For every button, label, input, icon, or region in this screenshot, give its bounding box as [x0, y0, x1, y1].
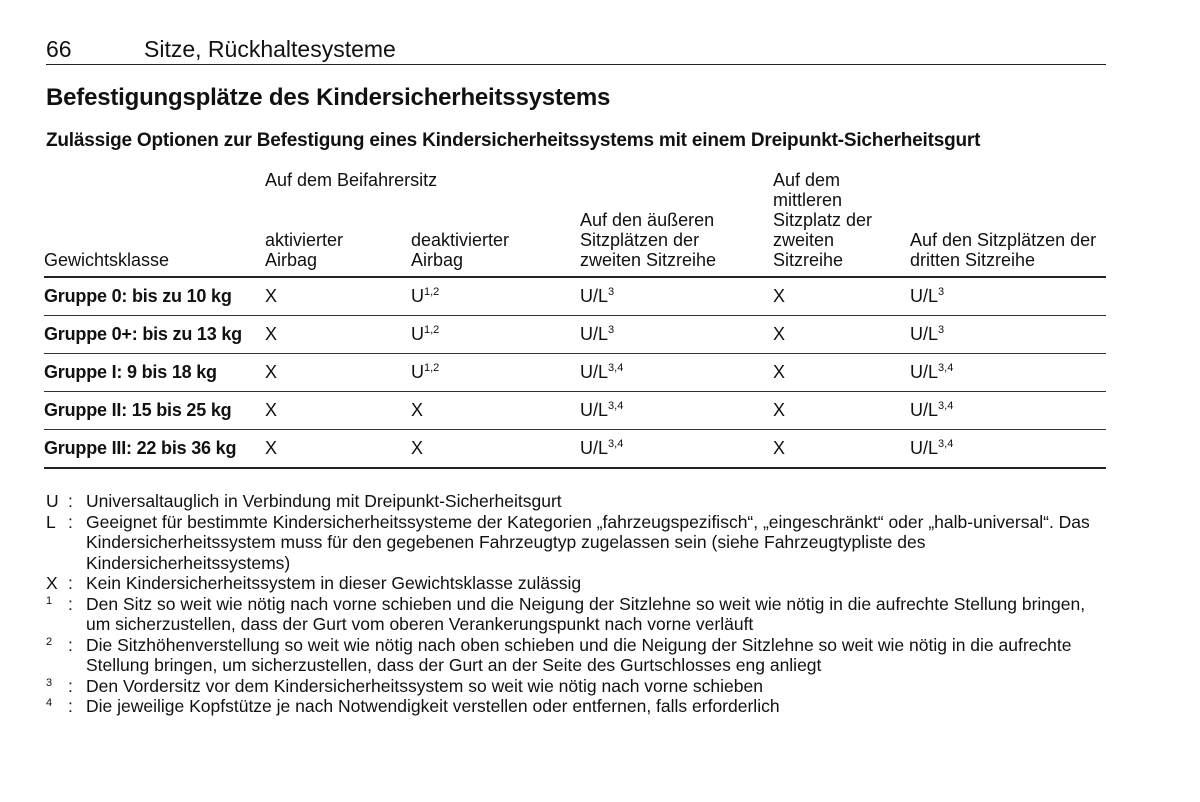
table-cell	[773, 392, 910, 430]
cell-value: X	[411, 438, 424, 458]
legend-separator: :	[68, 573, 73, 593]
table-cell	[910, 392, 1106, 430]
cell-value: X	[411, 400, 424, 420]
cell-value: X	[265, 400, 278, 420]
col-weight-class: Gewichtsklasse	[44, 170, 265, 277]
table-cell	[773, 277, 910, 316]
table-cell	[580, 354, 773, 392]
table-cell	[580, 316, 773, 354]
legend-key: L	[46, 511, 56, 532]
cell-value: U	[411, 324, 424, 344]
legend-key: 4	[46, 697, 53, 709]
legend-key: X	[46, 573, 58, 593]
table-row	[44, 354, 1106, 392]
cell-value: X	[773, 286, 786, 306]
cell-value: X	[265, 438, 278, 458]
table-cell	[411, 316, 580, 354]
legend-item	[46, 512, 1106, 574]
cell-value: U/L	[910, 400, 939, 420]
table-cell	[773, 354, 910, 392]
weight-class-label: Gruppe III: 22 bis 36 kg	[44, 430, 265, 469]
legend	[46, 491, 1106, 717]
cell-value: X	[773, 324, 786, 344]
legend-key: U	[46, 491, 59, 511]
legend-text: Den Vordersitz vor dem Kindersicherheitssystem so weit wie nötig nach vorne schieben	[86, 675, 763, 696]
cell-footnote-ref: 3,4	[938, 438, 954, 450]
legend-key: 1	[46, 594, 53, 607]
cell-value: U	[411, 362, 424, 382]
cell-footnote-ref: 1,2	[424, 286, 440, 298]
table-cell	[580, 430, 773, 469]
table-row	[44, 430, 1106, 469]
table-cell	[580, 392, 773, 430]
cell-footnote-ref: 3	[608, 324, 615, 336]
cell-footnote-ref: 3,4	[608, 400, 624, 412]
table-cell	[910, 316, 1106, 354]
cell-value: U	[411, 286, 424, 306]
table-row	[44, 277, 1106, 316]
legend-text: Universaltauglich in Verbindung mit Dreipunkt-Sicherheitsgurt	[86, 491, 562, 511]
cell-footnote-ref: 3	[608, 286, 615, 298]
cell-value: U/L	[580, 438, 609, 458]
legend-item	[46, 594, 1106, 635]
cell-value: U/L	[910, 438, 939, 458]
legend-text: Geeignet für bestimmte Kindersicherheitssysteme der Kategorien „fahrzeugspezifisch“, „eingeschränkt“ oder „halb-universal“. Das Kindersicherheitssystem muss für den gegebenen Fahrzeugtyp zugelassen sein (siehe Fahrzeugtypliste des Kindersicherheitssystems)	[86, 511, 1090, 573]
legend-key: 2	[46, 635, 53, 648]
legend-separator: :	[68, 675, 73, 696]
legend-text: Die Sitzhöhenverstellung so weit wie nötig nach oben schieben und die Neigung der Sitzlehne so weit wie nötig in die aufrechte Stellung bringen, um sicherzustellen, dass der Gurt an der Seite des Gurtschlosses eng anliegt	[86, 634, 1072, 675]
cell-footnote-ref: 3,4	[938, 400, 954, 412]
table-row	[44, 392, 1106, 430]
cell-value: U/L	[910, 324, 939, 344]
cell-value: X	[265, 286, 278, 306]
cell-value: X	[773, 362, 786, 382]
legend-separator: :	[68, 491, 73, 511]
legend-item	[46, 696, 1106, 717]
col-group-passenger-seat: Auf dem Beifahrersitz	[265, 170, 438, 190]
weight-class-label: Gruppe 0: bis zu 10 kg	[44, 277, 265, 316]
col-outer-seats-second-row: Auf den äußeren Sitzplätzen der zweiten Sitzreihe	[580, 170, 773, 277]
legend-item	[46, 676, 1106, 697]
legend-item	[46, 491, 1106, 512]
table-cell	[773, 430, 910, 469]
page-header	[46, 32, 1106, 65]
weight-class-label: Gruppe 0+: bis zu 13 kg	[44, 316, 265, 354]
cell-footnote-ref: 3	[938, 286, 945, 298]
legend-text: Kein Kindersicherheitssystem in dieser Gewichtsklasse zulässig	[86, 573, 582, 593]
cell-value: X	[773, 400, 786, 420]
table-cell	[265, 354, 411, 392]
legend-item	[46, 635, 1106, 676]
legend-separator: :	[68, 593, 73, 614]
cell-footnote-ref: 3	[938, 324, 945, 336]
col-airbag-active: aktivierter Airbag	[265, 196, 411, 277]
weight-class-label: Gruppe II: 15 bis 25 kg	[44, 392, 265, 430]
weight-class-label: Gruppe I: 9 bis 18 kg	[44, 354, 265, 392]
table-cell	[265, 430, 411, 469]
table-cell	[773, 316, 910, 354]
table-cell	[265, 277, 411, 316]
page-number: 66	[46, 36, 72, 62]
cell-footnote-ref: 1,2	[424, 324, 440, 336]
table-cell	[411, 277, 580, 316]
cell-value: U/L	[580, 400, 609, 420]
cell-footnote-ref: 3,4	[608, 362, 624, 374]
legend-text: Die jeweilige Kopfstütze je nach Notwendigkeit verstellen oder entfernen, falls erforderlich	[86, 696, 780, 716]
child-seat-table	[44, 170, 1106, 469]
table-cell	[910, 354, 1106, 392]
legend-separator: :	[68, 634, 73, 655]
table-cell	[265, 316, 411, 354]
cell-value: U/L	[910, 286, 939, 306]
table-row	[44, 316, 1106, 354]
cell-footnote-ref: 3,4	[608, 438, 624, 450]
cell-value: X	[265, 362, 278, 382]
cell-footnote-ref: 3,4	[938, 362, 954, 374]
col-third-row-seats: Auf den Sitzplätzen der dritten Sitzreihe	[910, 170, 1106, 277]
legend-separator: :	[68, 511, 73, 532]
section-title: Befestigungsplätze des Kindersicherheitssystems	[46, 84, 611, 111]
cell-value: U/L	[910, 362, 939, 382]
legend-key: 3	[46, 676, 53, 689]
cell-value: X	[773, 438, 786, 458]
table-cell	[910, 277, 1106, 316]
table-cell	[411, 392, 580, 430]
col-airbag-deactivated: deaktivierter Airbag	[411, 196, 580, 277]
table-cell	[910, 430, 1106, 469]
cell-value: X	[265, 324, 278, 344]
legend-separator: :	[68, 696, 73, 716]
chapter-title: Sitze, Rückhaltesysteme	[144, 36, 396, 62]
table-cell	[411, 430, 580, 469]
table-cell	[265, 392, 411, 430]
cell-value: U/L	[580, 286, 609, 306]
table-cell	[411, 354, 580, 392]
col-middle-seat-second-row: Auf dem mittleren Sitzplatz der zweiten Sitzreihe	[773, 170, 910, 277]
cell-value: U/L	[580, 362, 609, 382]
legend-text: Den Sitz so weit wie nötig nach vorne schieben und die Neigung der Sitzlehne so weit wie nötig in die aufrechte Stellung bringen, um sicherzustellen, dass der Gurt vom oberen Verankerungspunkt nach vorne verläuft	[86, 593, 1086, 634]
legend-item	[46, 573, 1106, 594]
section-subtitle: Zulässige Optionen zur Befestigung eines Kindersicherheitssystems mit einem Dreipunkt-Sicherheitsgurt	[46, 130, 981, 151]
table-cell	[580, 277, 773, 316]
cell-footnote-ref: 1,2	[424, 362, 440, 374]
cell-value: U/L	[580, 324, 609, 344]
